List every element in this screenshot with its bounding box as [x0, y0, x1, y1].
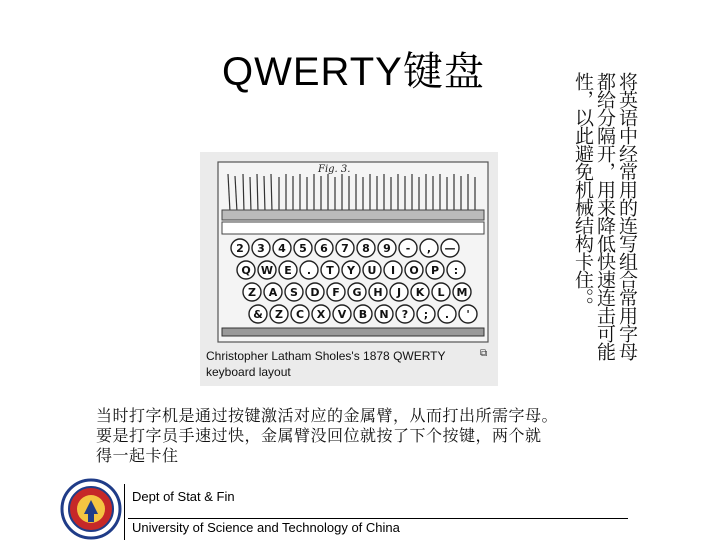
typewriter-key-label: S — [290, 286, 298, 299]
figure-label: Fig. 3. — [318, 164, 351, 175]
typewriter-key-label: Z — [248, 286, 256, 299]
typewriter-key-label: 7 — [341, 242, 349, 255]
typewriter-key-label: 2 — [236, 242, 244, 255]
typewriter-key-label: P — [430, 264, 440, 277]
typewriter-key-label: 4 — [278, 242, 286, 255]
typewriter-key-label: 6 — [320, 242, 328, 255]
body-text — [96, 406, 616, 466]
typewriter-key-label: - — [405, 242, 411, 255]
typewriter-key-label: V — [337, 308, 347, 321]
typewriter-key-label: 9 — [383, 242, 391, 255]
typewriter-key-label: Z — [275, 308, 283, 321]
typewriter-key-label: 5 — [299, 242, 307, 255]
typewriter-key-label: B — [358, 308, 368, 321]
typewriter-key-label: M — [456, 286, 468, 299]
typewriter-key-label: ? — [401, 308, 409, 321]
typewriter-key-label: : — [453, 264, 459, 277]
typewriter-keyboard-illustration — [200, 152, 498, 348]
typewriter-key-label: , — [426, 242, 432, 255]
typewriter-key-label: W — [260, 264, 274, 277]
slide-title: QWERTY键盘 — [222, 50, 485, 94]
footer-university: University of Science and Technology of China — [132, 520, 400, 535]
body-line-2: 要是打字员手速过快，金属臂没回位就按了下个按键，两个就 — [96, 426, 542, 445]
typewriter-key-label: C — [295, 308, 305, 321]
footer-divider-horizontal — [128, 518, 628, 519]
typewriter-key-label: 3 — [257, 242, 265, 255]
typewriter-key-label: ; — [423, 308, 429, 321]
typewriter-key-label: — — [444, 242, 456, 255]
footer-divider-vertical — [124, 484, 125, 540]
typewriter-key-label: X — [316, 308, 326, 321]
typewriter-key-label: F — [332, 286, 340, 299]
typewriter-key-label: N — [379, 308, 389, 321]
body-line-1: 当时打字机是通过按键激活对应的金属臂，从而打出所需字母。 — [96, 406, 559, 425]
university-logo — [60, 478, 122, 540]
figure-caption — [206, 348, 446, 380]
typewriter-key-label: ' — [466, 308, 470, 321]
typewriter-key-label: . — [444, 308, 450, 321]
typewriter-key-label: L — [437, 286, 445, 299]
typewriter-key-label: J — [396, 286, 402, 299]
typewriter-key-label: I — [390, 264, 396, 277]
typewriter-key-label: E — [284, 264, 292, 277]
typewriter-key-label: T — [326, 264, 334, 277]
typewriter-key-label: A — [268, 286, 278, 299]
body-line-3: 得一起卡住 — [96, 446, 179, 465]
typewriter-key-label: U — [367, 264, 377, 277]
typewriter-key-label: Q — [241, 264, 251, 277]
typewriter-key-label: G — [352, 286, 362, 299]
footer-department: Dept of Stat & Fin — [132, 489, 235, 504]
typewriter-key-label: . — [306, 264, 312, 277]
typewriter-key-label: K — [415, 286, 425, 299]
resize-icon[interactable]: ⧉ — [480, 348, 488, 359]
figure-caption-line2: keyboard layout — [206, 365, 291, 379]
typewriter-key-label: H — [373, 286, 383, 299]
keyboard-figure — [200, 152, 498, 386]
vertical-description: 将英语中经常用的连写组合常用字母都给分隔开，用来降低快速连击可能性，以此避免机械结构卡住。。 — [572, 72, 638, 360]
figure-caption-line1: Christopher Latham Sholes's 1878 QWERTY — [206, 349, 446, 363]
typewriter-key-label: & — [253, 308, 263, 321]
typewriter-key-label: D — [310, 286, 320, 299]
typewriter-key-label: Y — [347, 264, 355, 277]
typewriter-key-label: 8 — [362, 242, 370, 255]
typewriter-key-label: O — [409, 264, 419, 277]
